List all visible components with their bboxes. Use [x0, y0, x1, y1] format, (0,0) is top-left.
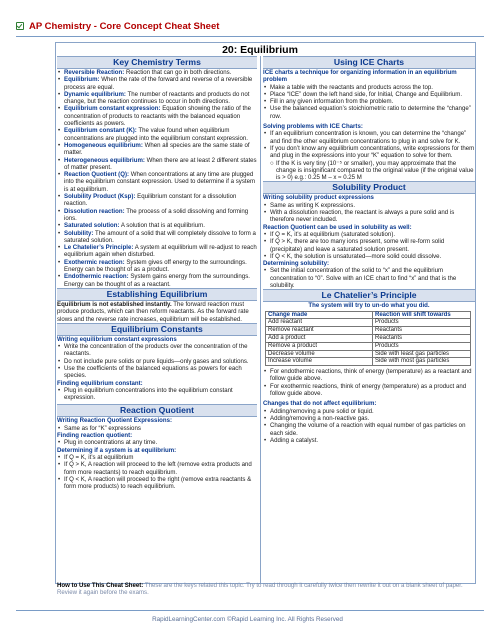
key-term-definition: System gives off energy to the surroundings. Energy can be thought of as a product. [64, 258, 247, 274]
solubility-sub2: Reaction Quotient can be used in solubility as well: [263, 223, 412, 231]
ice-intro: ICE charts a technique for organizing information in an equilibrium problem [263, 69, 457, 84]
key-term-item [64, 91, 257, 106]
key-term-item [64, 244, 257, 259]
quotient-list-2 [57, 439, 257, 446]
footer-text: RapidLearningCenter.com ©Rapid Learning Inc. All Rights Reserved [152, 616, 343, 623]
key-term-definition: When all species are the same state of matter. [64, 141, 250, 157]
right-column [263, 56, 475, 444]
key-term-name: Reaction Quotient (Q): [64, 171, 129, 179]
key-term-item [64, 105, 257, 127]
key-term-item [64, 273, 257, 288]
key-term-name: Equilibrium constant expression: [64, 105, 161, 113]
solubility-heading: Solubility Product [263, 181, 475, 194]
shift-cell: Side with most gas particles [373, 358, 471, 366]
how-to-text: These are the keys related this topic. Try to read through it carefully twice then rewrite it out on a blank sheet of paper. Review it again before the exams. [57, 582, 463, 597]
key-term-name: Dissolution reaction: [64, 207, 125, 215]
list-item: • If you don’t know any equilibrium concentrations, write expressions for them and plug in the expressions into your “K” equation to solve for them. [270, 145, 475, 160]
lechatelier-intro: The system will try to un-do what you did. [308, 302, 430, 310]
key-term-definition: When concentrations at any time are plugged into the equilibrium constant expression. Used to determine if a system is at equilibrium. [64, 171, 256, 193]
key-term-name: Heterogeneous equilibrium: [64, 156, 145, 164]
key-term-name: Equilibrium constant (K): [64, 127, 137, 135]
solubility-sub1: Writing solubility product expressions [263, 194, 374, 202]
lechatelier-list [263, 368, 475, 397]
key-term-name: Saturated solution: [64, 222, 120, 230]
key-term-name: Equilibrium: [64, 76, 100, 84]
shift-table [265, 311, 471, 367]
constants-list-1 [57, 343, 257, 379]
list-item: • Adding/removing a non-reactive gas. [270, 415, 475, 422]
key-term-item [64, 171, 257, 193]
list-item: • Write the concentration of the products over the concentration of the reactants. [64, 343, 257, 358]
list-item: • Use the coefficients of the balanced equations as powers for each species. [64, 365, 257, 380]
key-terms-list [57, 69, 257, 288]
key-term-definition: The amount of a solid that will completely dissolve to form a saturated solution. [64, 229, 256, 244]
key-term-name: Le Chatelier’s Principle: [64, 244, 134, 252]
key-term-item [64, 69, 257, 76]
table-header-shift: Reaction will shift towards [373, 311, 471, 319]
table-row [266, 358, 471, 366]
key-term-definition: A solution that is at equilibrium. [119, 222, 205, 230]
solubility-list-1 [263, 202, 475, 224]
footer-divider [16, 610, 484, 611]
list-subitem: ○ If the K is very tiny (10⁻⁵ or smaller), you may approximate that the change is insignificant compared to the original value (if the original value is > 0) e.g.: 0.25 M – x ≈ 0.25 M [270, 160, 475, 182]
key-term-name: Homogeneous equilibrium: [64, 141, 143, 149]
list-item: • If Q > K, there are too many ions present, some will re-form solid (precipitate) and leave a saturated solution present. [270, 238, 475, 253]
list-item: • Same as writing K expressions. [270, 202, 475, 209]
key-term-item [64, 157, 257, 172]
key-term-definition: The process of a solid dissolving and forming ions. [64, 207, 249, 222]
list-item: • If Q < K, A reaction will proceed to the right (remove extra reactants & form more products) to reach equilibrium. [64, 476, 257, 491]
header-divider [16, 36, 484, 37]
key-term-name: Dynamic equilibrium: [64, 90, 126, 98]
table-row [266, 350, 471, 358]
key-term-definition: Equilibrium constant for a dissolution reaction. [64, 193, 237, 208]
list-item: • If Q = K, it’s at equilibrium (saturated solution). [270, 231, 475, 238]
list-item: • If Q > K, A reaction will proceed to the left (remove extra products and form more reactants) to reach equilibrium. [64, 461, 257, 476]
quotient-sub2: Finding reaction quotient: [57, 432, 133, 440]
key-term-definition: System gains energy from the surroundings. Energy can be thought of as a reactant. [64, 273, 250, 288]
constants-heading: Equilibrium Constants [57, 323, 257, 336]
shift-cell: Products [373, 319, 471, 327]
ice-heading: Using ICE Charts [263, 56, 475, 69]
list-item: • Changing the volume of a reaction with equal number of gas particles on each side. [270, 422, 475, 437]
how-to-label: How to Use This Cheat Sheet: [57, 582, 144, 589]
change-cell: Remove a product [266, 342, 373, 350]
key-term-item [64, 230, 257, 245]
quotient-list-3 [57, 454, 257, 490]
ice-list-2 [263, 130, 475, 181]
table-row [266, 319, 471, 327]
quotient-list-1 [57, 425, 257, 432]
table-header-change: Change made [266, 311, 373, 319]
list-item: • Fill in any given information from the problem. [270, 98, 475, 105]
key-term-item [64, 208, 257, 223]
establishing-heading: Establishing Equilibrium [57, 288, 257, 301]
change-cell: Remove reactant [266, 327, 373, 335]
key-term-definition: The value found when equilibrium concentrations are plugged into the equilibrium constant expression. [64, 127, 248, 142]
key-term-item [64, 142, 257, 157]
list-item: • If an equilibrium concentration is known, you can determine the “change” and find the other equilibrium concentrations to plug in and solve for K. [270, 130, 475, 145]
key-term-item [64, 127, 257, 142]
constants-sub2: Finding equilibrium constant: [57, 379, 143, 387]
list-item: • Plug in concentrations at any time. [64, 439, 257, 446]
key-term-definition: The number of reactants and products do not change, but the reaction continues to occur in both directions. [64, 90, 250, 106]
quotient-sub3: Determining if a system is at equilibrium: [57, 446, 177, 454]
establishing-bold: Equilibrium is not established instantly. [57, 300, 172, 308]
key-term-name: Exothermic reaction: [64, 258, 125, 266]
list-item: • Use the balanced equation’s stoichiometric ratio to determine the “change” row. [270, 105, 475, 120]
constants-sub1: Writing equilibrium constant expressions [57, 335, 177, 343]
quotient-sub1: Writing Reaction Quotient Expressions: [57, 417, 173, 425]
key-term-definition: Equation showing the ratio of the concentration of products to reactants with the balanced equation coefficients as powers. [64, 105, 251, 128]
lechatelier-sub2: Changes that do not affect equilibrium: [263, 400, 377, 408]
shift-cell: Reactants [373, 335, 471, 343]
table-row [266, 335, 471, 343]
ice-sub2: Solving problems with ICE Charts: [263, 123, 363, 131]
check-square-icon [16, 22, 24, 30]
list-item: • Adding/removing a pure solid or liquid. [270, 408, 475, 415]
list-item: • Do not include pure solids or pure liquids—only gases and solutions. [64, 358, 257, 365]
shift-cell: Side with least gas particles [373, 350, 471, 358]
key-term-item [64, 222, 257, 229]
key-terms-heading: Key Chemistry Terms [57, 56, 257, 69]
list-item: • With a dissolution reaction, the reactant is always a pure solid and is therefore never included. [270, 209, 475, 224]
column-divider [260, 56, 261, 584]
key-term-name: Solubility: [64, 229, 94, 237]
key-term-definition: When the rate of the forward and reverse of a reversible process are equal. [64, 76, 253, 91]
key-term-name: Reversible Reaction: [64, 69, 125, 76]
solubility-sub3: Determining solubility: [263, 260, 330, 268]
establishing-body: The forward reaction must produce products, which can then reform reactants. As the forward rate slows and the reverse rate increases, equilibrium will be established. [57, 300, 249, 323]
sheet-title: AP Chemistry - Core Concept Cheat Sheet [29, 20, 220, 32]
solubility-list-2 [263, 231, 475, 260]
key-term-item [64, 193, 257, 208]
solubility-list-3 [263, 267, 475, 289]
shift-cell: Reactants [373, 327, 471, 335]
establishing-text [57, 301, 257, 323]
list-item: • Same as for “K” expressions [64, 425, 257, 432]
ice-list [263, 84, 475, 120]
table-row [266, 342, 471, 350]
list-item: • If Q < K, the solution is unsaturated—more solid could dissolve. [270, 253, 475, 260]
change-cell: Add a product [266, 335, 373, 343]
key-term-item [64, 76, 257, 91]
key-term-definition: Reaction that can go in both directions. [124, 69, 232, 76]
table-header-row [266, 311, 471, 319]
how-to-note [57, 582, 477, 597]
left-column [57, 56, 257, 490]
constants-list-2 [57, 387, 257, 402]
key-term-item [64, 259, 257, 274]
shift-cell: Products [373, 342, 471, 350]
key-term-definition: When there are at least 2 different states of matter present. [64, 156, 257, 171]
list-item: • Place “ICE” down the left hand side, for Initial, Change and Equilibrium. [270, 91, 475, 98]
key-term-name: Endothermic reaction: [64, 273, 129, 281]
table-row [266, 327, 471, 335]
lechatelier-heading: Le Chatelier’s Principle [263, 289, 475, 302]
list-item: • Set the initial concentration of the solid to “x” and the equilibrium concentration to “0”. Solve with an ICE chart to find “x” and that is the solubility. [270, 267, 475, 289]
list-item: • For endothermic reactions, think of energy (temperature) as a reactant and follow guide above. [270, 368, 475, 383]
sheet-header [16, 19, 484, 33]
change-cell: Add reactant [266, 319, 373, 327]
key-term-definition: A system at equilibrium will re-adjust to reach equilibrium again when disturbed. [64, 244, 257, 259]
lechatelier-list-2 [263, 408, 475, 444]
list-item: • If Q = K, it’s at equilibrium [64, 454, 257, 461]
change-cell: Increase volume [266, 358, 373, 366]
list-item: • Adding a catalyst. [270, 437, 475, 444]
list-item: • Make a table with the reactants and products across the top. [270, 84, 475, 91]
change-cell: Decrease volume [266, 350, 373, 358]
topic-title: 20: Equilibrium [222, 44, 298, 56]
list-item: • Plug in equilibrium concentrations into the equilibrium constant expression. [64, 387, 257, 402]
key-term-name: Solubility Product (Ksp): [64, 193, 136, 201]
quotient-heading: Reaction Quotient [57, 404, 257, 417]
list-item: • For exothermic reactions, think of energy (temperature) as a product and follow guide above. [270, 383, 475, 398]
